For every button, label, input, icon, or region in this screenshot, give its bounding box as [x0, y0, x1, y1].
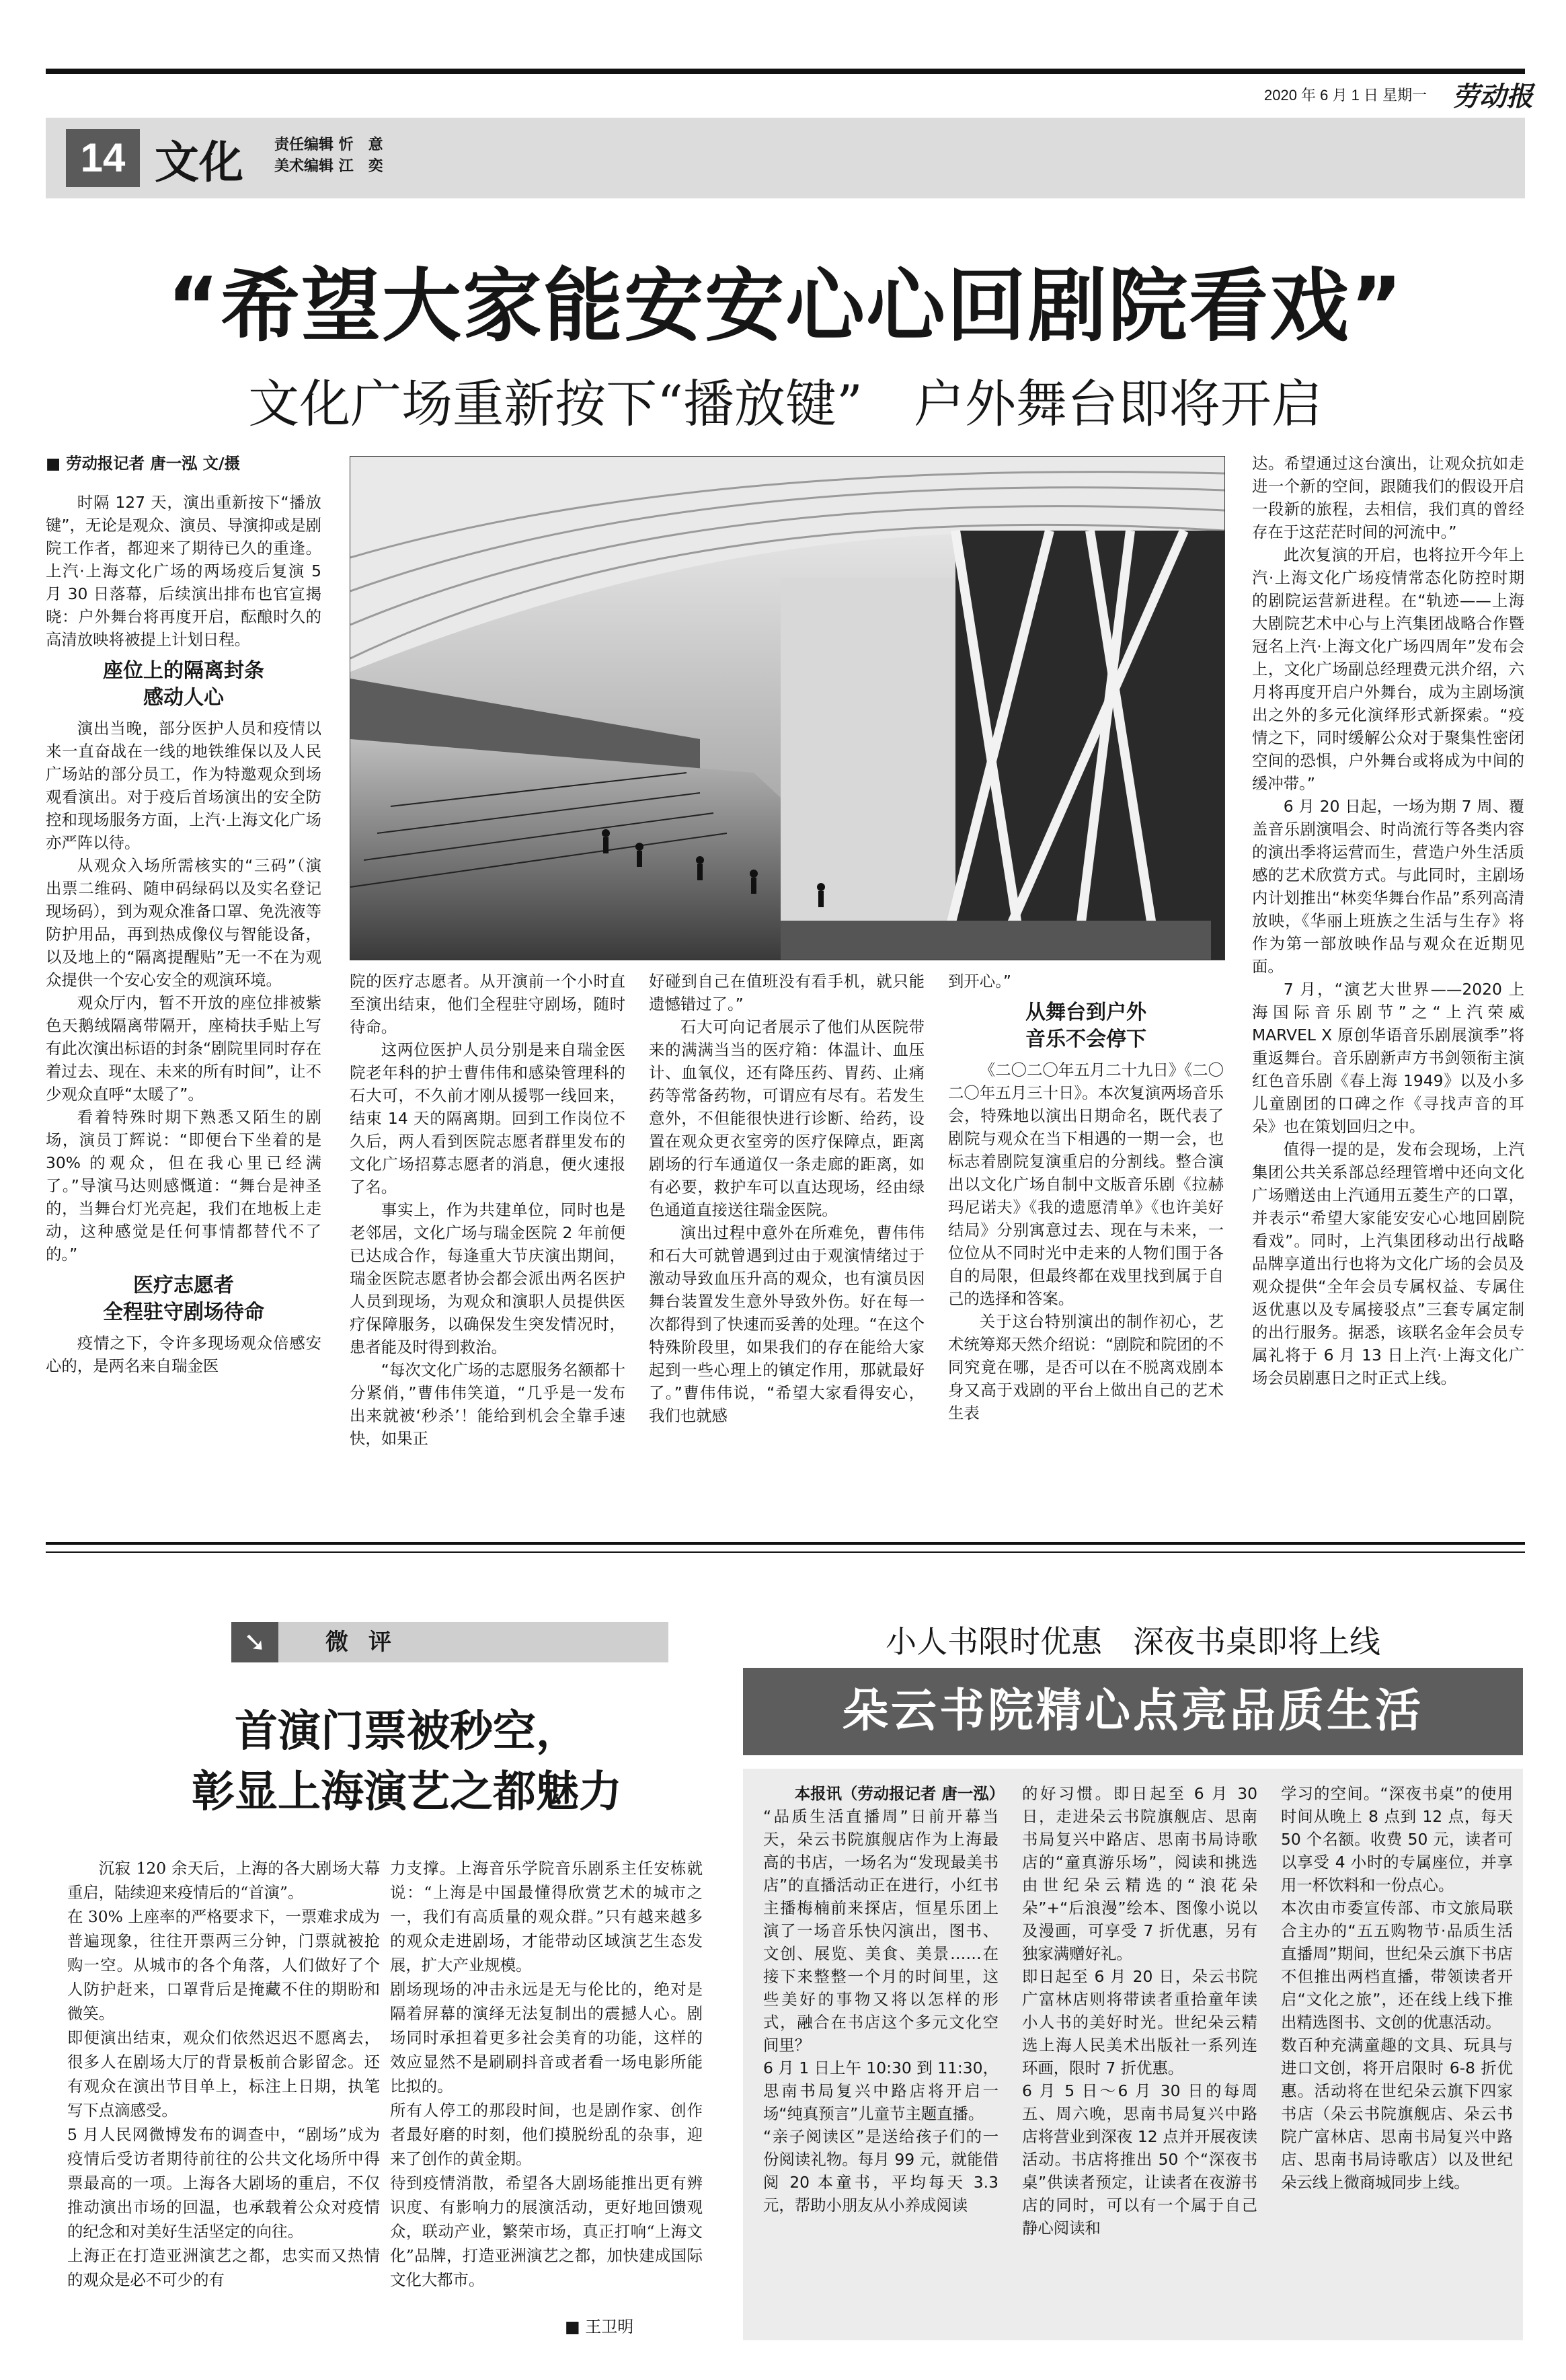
paragraph: 石大可向记者展示了他们从医院带来的满满当当的医疗箱：体温计、血压计、血氧仪，还有降压药、胃药、止痛药等常备药物，可谓应有尽有。若发生意外，不但能很快进行诊断、给药，设置在观众更衣室旁的医疗保障点，距离剧场的行车通道仅一条走廊的距离，如有必要，救护车可以直达现场，经由绿色通道直接送往瑞金医院。	[649, 1018, 925, 1219]
comment-tab-label: 微评	[325, 1629, 412, 1656]
book-banner-headline: 朵云书院精心点亮品质生活	[743, 1668, 1523, 1755]
art-editor: 美术编辑 江 奕	[274, 158, 383, 175]
lead-column-2	[350, 970, 625, 1450]
paragraph: 时隔 127 天，演出重新按下“播放键”，无论是观众、演员、导演抑或是剧院工作者，都迎来了期待已久的重逢。上汽·上海文化广场的两场疫后复演 5 月 30 日落幕，后续演出排布也官宣揭晓：户外舞台将再度开启，酝酿时久的高清放映将被提上计划日程。	[46, 493, 321, 649]
issue-date: 2020 年 6 月 1 日 星期一	[1264, 87, 1427, 104]
theatre-interior-photo	[350, 456, 1225, 960]
paragraph: “每次文化广场的志愿服务名额都十分紧俏，”曹伟伟笑道，“几乎是一发布出来就被‘秒杀’！能给到机会全靠手速快，如果正	[350, 1360, 625, 1448]
lead-column-1	[46, 452, 321, 1377]
top-rule	[46, 69, 1525, 74]
paragraph: 达。希望通过这台演出，让观众抗如走进一个新的空间，跟随我们的假设开启一段新的旅程，去相信，我们真的曾经存在于这茫茫时间的河流中。”	[1252, 454, 1524, 541]
section-separator	[46, 1542, 1525, 1553]
comment-tab	[231, 1622, 668, 1662]
paragraph: 7 月，“演艺大世界——2020 上海国际音乐剧节”之“上汽荣威 MARVEL X 原创华语音乐剧展演季”将重返舞台。音乐剧新声方书剑领衔主演红色音乐剧《春上海 1949》以及小多儿童剧团的口碑之作《寻找声音的耳朵》也在策划回归之中。	[1252, 980, 1524, 1136]
subheading: 从舞台到户外 音乐不会停下	[1025, 1001, 1146, 1051]
paragraph: 好碰到自己在值班没有看手机，就只能遗憾错过了。”	[649, 972, 925, 1013]
subheading: 医疗志愿者 全程驻守剧场待命	[103, 1274, 264, 1324]
subheading: 座位上的隔离封条 感动人心	[103, 659, 264, 709]
comment-headline: 首演门票被秒空， 彰显上海演艺之都魅力	[192, 1707, 622, 1817]
paragraph: 疫情之下，令许多现场观众倍感安心的，是两名来自瑞金医	[46, 1334, 321, 1375]
lead-headline: “希望大家能安安心心回剧院看戏”	[167, 260, 1404, 352]
paragraph: 事实上，作为共建单位，同时也是老邻居，文化广场与瑞金医院 2 年前便已达成合作，每逢重大节庆演出期间，瑞金医院志愿者协会都会派出两名医护人员到现场，为观众和演职人员提供医疗保障服务，以确保发生突发情况时，患者能及时得到救治。	[350, 1200, 625, 1356]
comment-column-2: 力支撑。上海音乐学院音乐剧系主任安栋就说：“上海是中国最懂得欣赏艺术的城市之一，我们有高质量的观众群。”只有越来越多的观众走进剧场，才能带动区域演艺生态发展，扩大产业规模。 剧场现场的冲击永远是无与伦比的，绝对是隔着屏幕的演绎无法复制出的震撼人心。剧场同时承担着更多社会美育的功能，这样的效应显然不是刷刷抖音或者看一场电影所能比拟的。 所有人停工的那段时间，也是剧作家、创作者最好磨的时刻，他们摸脱纷乱的杂事，迎来了创作的黄金期。 待到疫情消散，希望各大剧场能推出更有辨识度、有影响力的展演活动，更好地回馈观众，联动产业，繁荣市场，真正打响“上海文化”品牌，打造亚洲演艺之都，加快建成国际文化大都市。	[390, 1859, 703, 2289]
book-subheadline: 小人书限时优惠 深夜书桌即将上线	[886, 1623, 1380, 1660]
book-column-2: 的好习惯。即日起至 6 月 30 日，走进朵云书院旗舰店、思南书局复兴中路店、思南书局诗歌店的“童真游乐场”，阅读和挑选由世纪朵云精选的“浪花朵朵”+“后浪漫”绘本、图像小说以及漫画，可享受 7 折优惠，另有独家满赠好礼。 即日起至 6 月 20 日，朵云书院广富林店则将带读者重拾童年读小人书的美好时光。世纪朵云精选上海人民美术出版社一系列连环画，限时 7 折优惠。 6 月 5 日～6 月 30 日的每周五、周六晚，思南书局复兴中路店将营业到深夜 12 点并开展夜读活动。书店将推出 50 个“深夜书桌”供读者预定，让读者在夜游书店的同时，可以有一个属于自己静心阅读和	[1022, 1784, 1257, 2237]
comment-author: ■ 王卫明	[565, 2317, 634, 2336]
lead-byline: ■ 劳动报记者 唐一泓 文/摄	[46, 454, 240, 473]
paragraph: 观众厅内，暂不开放的座位排被紫色天鹅绒隔离带隔开，座椅扶手贴上写有此次演出标语的封条“剧院里同时存在着过去、现在、未来的所有时间”，让不少观众直呼“太暖了”。	[46, 993, 321, 1104]
book-column-3: 学习的空间。“深夜书桌”的使用时间从晚上 8 点到 12 点，每天 50 个名额。收费 50 元，读者可以享受 4 小时的专属座位，并享用一杯饮料和一份点心。 本次由市委宣传部、市文旅局联合主办的“五五购物节·品质生活直播周”期间，世纪朵云旗下书店不但推出两档直播，带领读者开启“文化之旅”，还在线上线下推出精选图书、文创的优惠活动。 数百种充满童趣的文具、玩具与进口文创，将开启限时 6-8 折优惠。活动将在世纪朵云旗下四家书店（朵云书院旗舰店、朵云书院广富林店、思南书局复兴中路店、思南书局诗歌店）以及世纪朵云线上微商城同步上线。	[1281, 1784, 1513, 2192]
paragraph: 演出过程中意外在所难免，曹伟伟和石大可就曾遇到过由于观演情绪过于激动导致血压升高的观众，也有演员因舞台装置发生意外导致外伤。好在每一次都得到了快速而妥善的处理。“在这个特殊阶段里，如果我们的存在能给大家起到一些心理上的镇定作用，那就最好了。”曹伟伟说，“希望大家看得安心，我们也就感	[649, 1223, 925, 1425]
book-byline: 本报讯（劳动报记者 唐一泓）	[794, 1784, 1005, 1803]
paragraph: 《二〇二〇年五月二十九日》《二〇二〇年五月三十日》。本次复演两场音乐会，特殊地以演出日期命名，既代表了剧院与观众在当下相遇的一期一会，也标志着剧院复演重启的分割线。整合演出以文化广场自制中文版音乐剧《拉赫玛尼诺夫》《我的遗愿清单》《也许美好结局》分别寓意过去、现在与未来，一位位从不同时光中走来的人物们围于各自的局限，但最终都在戏里找到属于自己的选择和答案。	[948, 1061, 1224, 1308]
lead-column-3	[649, 970, 925, 1427]
paragraph: 6 月 20 日起，一场为期 7 周、覆盖音乐剧演唱会、时尚流行等各类内容的演出季将运营而生，营造户外生活质感的艺术欣赏方式。与此同时，主剧场内计划推出“林奕华舞台作品”系列高清放映，《华丽上班族之生活与生存》将作为第一部放映作品与观众在近期见面。	[1252, 797, 1524, 976]
book-column-1	[763, 1782, 1005, 2217]
arrow-icon: ➘	[231, 1622, 278, 1662]
paragraph: 从观众入场所需核实的“三码”（演出票二维码、随申码绿码以及实名登记现场码），到为观众准备口罩、免洗液等防护用品，再到热成像仪与智能设备，以及地上的“隔离提醒贴”无一不在为观众提供一个安心安全的观演环境。	[46, 856, 321, 989]
section-bar	[46, 118, 1525, 198]
photo-illustration	[350, 457, 1224, 960]
lead-column-5	[1252, 452, 1524, 1389]
paragraph: 演出当晚，部分医护人员和疫情以来一直奋战在一线的地铁维保以及人民广场站的部分员工，作为特邀观众到场观看演出。对于疫后首场演出的安全防控和现场服务方面，上汽·上海文化广场亦严阵以待。	[46, 719, 321, 852]
section-name: 文化	[155, 136, 243, 188]
paragraph: “品质生活直播周”日前开幕当天，朵云书院旗舰店作为上海最高的书店，一场名为“发现最美书店”的直播活动正在进行，小红书主播梅楠前来探店，恒星乐团上演了一场音乐快闪演出，图书、文创、展览、美食、美景……在接下来整整一个月的时间里，这些美好的事物又将以怎样的形式，融合在书店这个多元文化空间里？ 6 月 1 日上午 10:30 到 11:30，思南书局复兴中路店将开启一场“纯真预言”儿童节主题直播。 “亲子阅读区”是送给孩子们的一份阅读礼物。每月 99 元，就能借阅 20 本童书，平均每天 3.3 元，帮助小朋友从小养成阅读	[763, 1807, 999, 2215]
paragraph: 看着特殊时期下熟悉又陌生的剧场，演员丁辉说：“即便台下坐着的是 30% 的观众，但在我心里已经满了。”导演马达则感慨道：“舞台是神圣的，当舞台灯光亮起，我们在地板上走动，这种感觉是任何事情都替代不了的。”	[46, 1108, 321, 1264]
page-number: 14	[66, 129, 140, 187]
paragraph: 值得一提的是，发布会现场，上汽集团公共关系部总经理管增中还向文化广场赠送由上汽通用五菱生产的口罩，并表示“希望大家能安安心心地回剧院看戏”。同时，上汽集团移动出行战略品牌享道出行也将为文化广场的会员及观众提供“全年会员专属权益、专属住返优惠以及专属接驳点”三套专属定制的出行服务。据悉，该联名金年会员专属礼将于 6 月 13 日上汽·上海文化广场会员剧惠日之时正式上线。	[1252, 1140, 1524, 1387]
paper-logo: 劳动报	[1452, 81, 1533, 112]
paragraph: 院的医疗志愿者。从开演前一个小时直至演出结束，他们全程驻守剧场，随时待命。	[350, 972, 625, 1036]
editor-credits	[274, 135, 383, 178]
paragraph: 此次复演的开启，也将拉开今年上汽·上海文化广场疫情常态化防控时期的剧院运营新进程。在“轨迹——上海大剧院艺术中心与上汽集团战略合作暨冠名上汽·上海文化广场四周年”发布会上，文化广场副总经理费元洪介绍，六月将再度开启户外舞台，成为主剧场演出之外的多元化演绎形式新探索。“疫情之下，同时缓解公众对于聚集性密闭空间的恐惧，户外舞台或将成为中间的缓冲带。”	[1252, 545, 1524, 793]
paragraph: 关于这台特别演出的制作初心，艺术统筹郑天然介绍说：“剧院和院团的不同究竟在哪，是否可以在不脱离戏剧本身又高于戏剧的平台上做出自己的艺术生表	[948, 1312, 1224, 1422]
comment-column-1: 沉寂 120 余天后，上海的各大剧场大幕重启，陆续迎来疫情后的“首演”。 在 30% 上座率的严格要求下，一票难求成为普遍现象，往往开票两三分钟，门票就被抢购一空。从城市的各个角落，人们做好了个人防护赶来，口罩背后是掩藏不住的期盼和微笑。 即便演出结束，观众们依然迟迟不愿离去，很多人在剧场大厅的背景板前合影留念。还有观众在演出节目单上，标注上日期，执笔写下点滴感受。 5 月人民网微博发布的调查中，“剧场”成为疫情后受访者期待前往的公共文化场所中得票最高的一项。上海各大剧场的重启，不仅推动演出市场的回温，也承载着公众对疫情的纪念和对美好生活坚定的向往。 上海正在打造亚洲演艺之都，忠实而又热情的观众是必不可少的有	[67, 1859, 380, 2289]
paragraph: 到开心。”	[948, 972, 1011, 991]
paragraph: 这两位医护人员分别是来自瑞金医院老年科的护士曹伟伟和感染管理科的石大可，不久前才刚从援鄂一线回来，结束 14 天的隔离期。回到工作岗位不久后，两人看到医院志愿者群里发布的文化广场招募志愿者的消息，便火速报了名。	[350, 1040, 625, 1196]
lead-subheadline: 文化广场重新按下“播放键” 户外舞台即将开启	[248, 374, 1323, 434]
lead-column-4	[948, 970, 1224, 1424]
responsible-editor: 责任编辑 忻 意	[274, 137, 383, 153]
